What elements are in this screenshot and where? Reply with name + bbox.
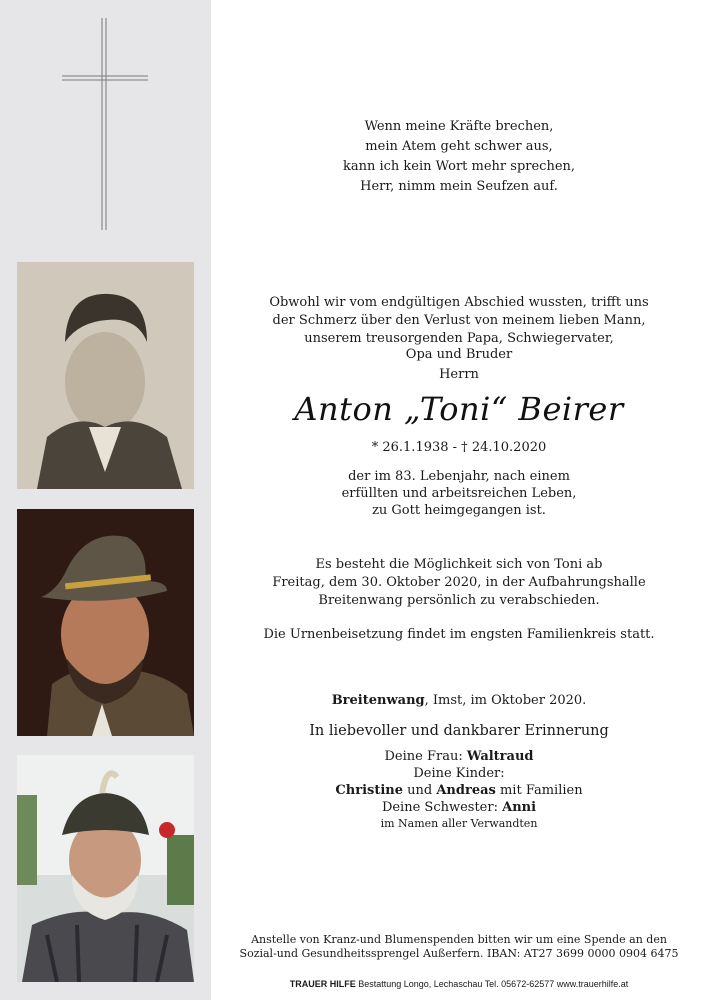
passing-line: erfüllten und arbeitsreichen Leben, (341, 486, 577, 501)
portrait-photo-hat (17, 509, 194, 736)
portrait-photo-young (17, 262, 194, 489)
wife-name: Waltraud (466, 749, 534, 764)
portrait-photo-elder (17, 755, 194, 982)
donation-line: Sozial-und Gesundheitssprengel Außerfern. IBAN: AT27 3699 0000 0904 6475 (239, 947, 679, 960)
farewell-line: Es besteht die Möglichkeit sich von Toni ab (315, 557, 603, 572)
relatives-note: im Namen aller Verwandten (380, 817, 538, 830)
intro-line: unserem treusorgenden Papa, Schwiegervater, (304, 331, 614, 346)
place-rest: , Imst, im Oktober 2020. (424, 693, 587, 708)
poem-line: kann ich kein Wort mehr sprechen, (342, 159, 576, 174)
intro-line: der Schmerz über den Verlust von meinem lieben Mann, (272, 313, 646, 328)
cross-icon (62, 18, 148, 230)
family-wife (211, 748, 707, 766)
intro-line: Opa und Bruder (405, 347, 513, 362)
memory-heading: In liebevoller und dankbarer Erinnerung (309, 723, 609, 739)
donation-line: Anstelle von Kranz-und Blumenspenden bitten wir um eine Spende an den (251, 933, 667, 946)
children-label: Deine Kinder: (413, 766, 505, 781)
wife-label: Deine Frau: (384, 749, 467, 764)
sidebar (0, 0, 211, 1000)
child-name: Andreas (436, 783, 496, 798)
salutation: Herrn (439, 367, 479, 382)
family-sister (211, 799, 707, 817)
poem-line: Wenn meine Kräfte brechen, (364, 119, 554, 134)
passing-line: der im 83. Lebenjahr, nach einem (348, 469, 570, 484)
footer (211, 979, 707, 989)
with-families-text: mit Familien (495, 783, 583, 798)
and-text: und (403, 783, 437, 798)
urn-burial-note: Die Urnenbeisetzung findet im engsten Familienkreis statt. (263, 627, 655, 642)
place-date (211, 692, 707, 710)
child-name: Christine (335, 783, 403, 798)
intro-line: Obwohl wir vom endgültigen Abschied wussten, trifft uns (269, 295, 649, 310)
passing-line: zu Gott heimgegangen ist. (372, 503, 546, 518)
obituary-text (211, 0, 707, 1000)
deceased-name: Anton „Toni“ Beirer (294, 390, 624, 428)
footer-text: Bestattung Longo, Lechaschau Tel. 05672-62577 www.trauerhilfe.at (355, 979, 629, 989)
life-dates: * 26.1.1938 - † 24.10.2020 (371, 440, 547, 455)
family-children (211, 782, 707, 800)
poem-line: Herr, nimm mein Seufzen auf. (360, 179, 558, 194)
poem-line: mein Atem geht schwer aus, (365, 139, 553, 154)
footer-brand: TRAUER HILFE (289, 979, 356, 989)
place-bold: Breitenwang (331, 693, 425, 708)
sister-label: Deine Schwester: (381, 800, 503, 815)
farewell-line: Breitenwang persönlich zu verabschieden. (318, 593, 600, 608)
farewell-line: Freitag, dem 30. Oktober 2020, in der Aufbahrungshalle (272, 575, 646, 590)
sister-name: Anni (502, 800, 537, 815)
